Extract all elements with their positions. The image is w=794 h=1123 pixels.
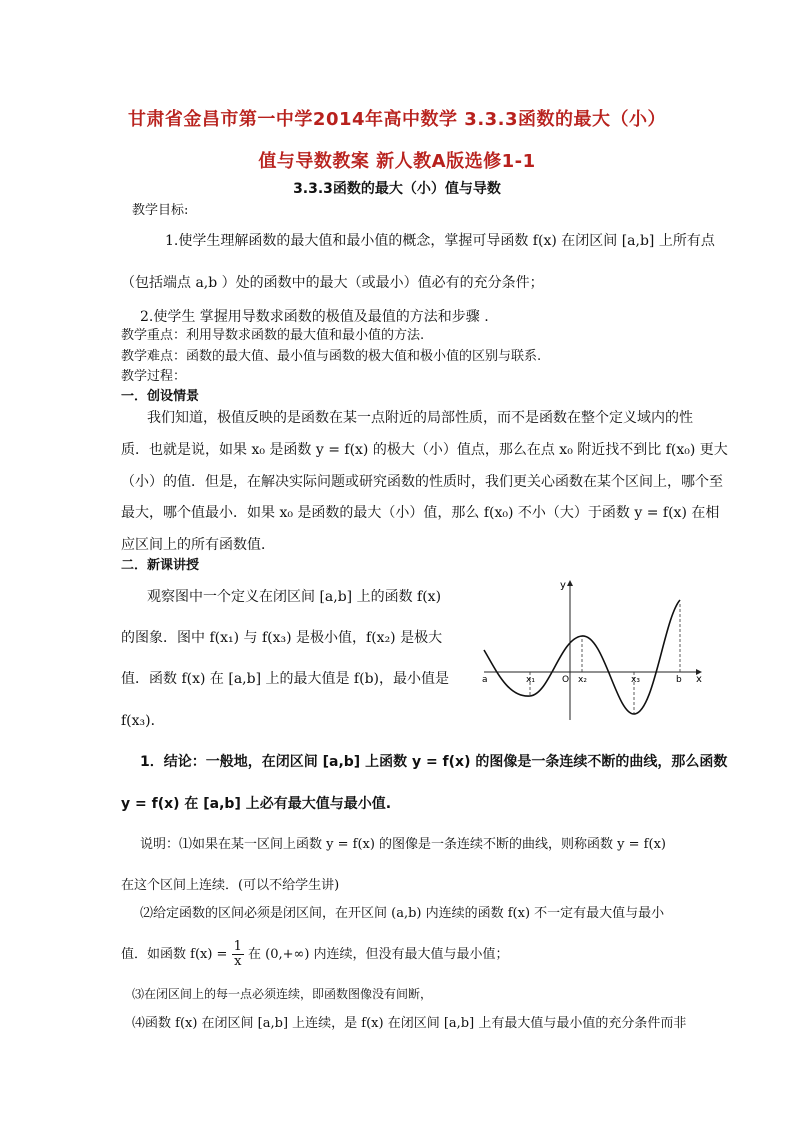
x1-label: x₁ (526, 675, 535, 685)
objective-1-line2: （包括端点 a,b ）处的函数中的最大（或最小）值必有的充分条件； (121, 275, 544, 291)
part2-line: 观察图中一个定义在闭区间 [a,b] 上的函数 f(x) (147, 589, 442, 605)
part1-line: 应区间上的所有函数值． (121, 537, 275, 553)
note-3: ⑶在闭区间上的每一点必须连续，即函数图像没有间断， (132, 987, 433, 1001)
section-title: 3.3.3函数的最大（小）值与导数 (293, 181, 501, 197)
note-1-line1: 说明：⑴如果在某一区间上函数 y = f(x) 的图像是一条连续不断的曲线，则称函数 y = f(x) (140, 837, 666, 852)
part1-line: 质．也就是说，如果 x₀ 是函数 y = f(x) 的极大（小）值点，那么在点 x₀ 附近找不到比 f(x₀) 更大 (121, 442, 728, 458)
difficulty: 教学难点：函数的最大值、最小值与函数的极大值和极小值的区别与联系. (121, 349, 542, 364)
key-point: 教学重点：利用导数求函数的最大值和最小值的方法. (121, 328, 425, 343)
fraction-numerator: 1 (233, 939, 242, 954)
part2-heading: 二．新课讲授 (121, 558, 200, 573)
x3-label: x₃ (631, 675, 640, 685)
part1-line: 我们知道，极值反映的是函数在某一点附近的局部性质，而不是函数在整个定义域内的性 (147, 410, 693, 426)
note-4: ⑷函数 f(x) 在闭区间 [a,b] 上连续，是 f(x) 在闭区间 [a,b] 上有最大值与最小值的充分条件而非 (132, 1016, 687, 1031)
conclusion-line2: y = f(x) 在 [a,b] 上必有最大值与最小值. (121, 796, 392, 812)
fraction-one-over-x (232, 940, 244, 969)
note-2-line2 (121, 940, 509, 969)
document-title-line1: 甘肃省金昌市第一中学2014年高中数学 3.3.3函数的最大（小） (127, 109, 667, 130)
part1-line: （小）的值．但是，在解决实际问题或研究函数的性质时，我们更关心函数在某个区间上，哪个至 (121, 474, 723, 490)
note-2-line1: ⑵给定函数的区间必须是闭区间，在开区间 (a,b) 内连续的函数 f(x) 不一定有最大值与最小 (140, 906, 665, 921)
note-2-pre: 值．如函数 f(x) = (121, 947, 228, 962)
a-label: a (482, 675, 488, 685)
part1-heading: 一．创设情景 (121, 389, 200, 404)
x-axis-label: x (696, 674, 702, 685)
objective-2: 2.使学生 掌握用导数求函数的极值及最值的方法和步骤 . (140, 309, 489, 325)
b-label: b (676, 675, 682, 685)
conclusion-line1: 1．结论：一般地，在闭区间 [a,b] 上函数 y = f(x) 的图像是一条连续不断的曲线，那么函数 (140, 754, 728, 770)
function-graph-figure (474, 578, 704, 726)
x2-label: x₂ (578, 675, 587, 685)
part2-line: 的图象．图中 f(x₁) 与 f(x₃) 是极小值，f(x₂) 是极大 (121, 630, 443, 646)
y-axis-arrow-icon (567, 580, 573, 586)
note-1-line2: 在这个区间上连续．(可以不给学生讲) (121, 878, 340, 893)
objectives-heading: 教学目标: (132, 203, 189, 218)
document-title-line2: 值与导数教案 新人教A版选修1-1 (258, 151, 536, 172)
objective-1-line1: 1.使学生理解函数的最大值和最小值的概念，掌握可导函数 f(x) 在闭区间 [a,b] 上所有点 (165, 233, 715, 249)
origin-label: O (562, 675, 570, 685)
part1-line: 最大，哪个值最小．如果 x₀ 是函数的最大（小）值，那么 f(x₀) 不小（大）于函数 y = f(x) 在相 (121, 505, 720, 521)
fraction-denominator: x (234, 954, 242, 969)
y-axis-label: y (560, 580, 566, 591)
part2-line: f(x₃)． (121, 713, 165, 729)
note-2-post: 在 (0,+∞) 内连续，但没有最大值与最小值； (248, 947, 509, 962)
process-heading: 教学过程： (121, 369, 187, 384)
part2-line: 值．函数 f(x) 在 [a,b] 上的最大值是 f(b)，最小值是 (121, 671, 450, 687)
